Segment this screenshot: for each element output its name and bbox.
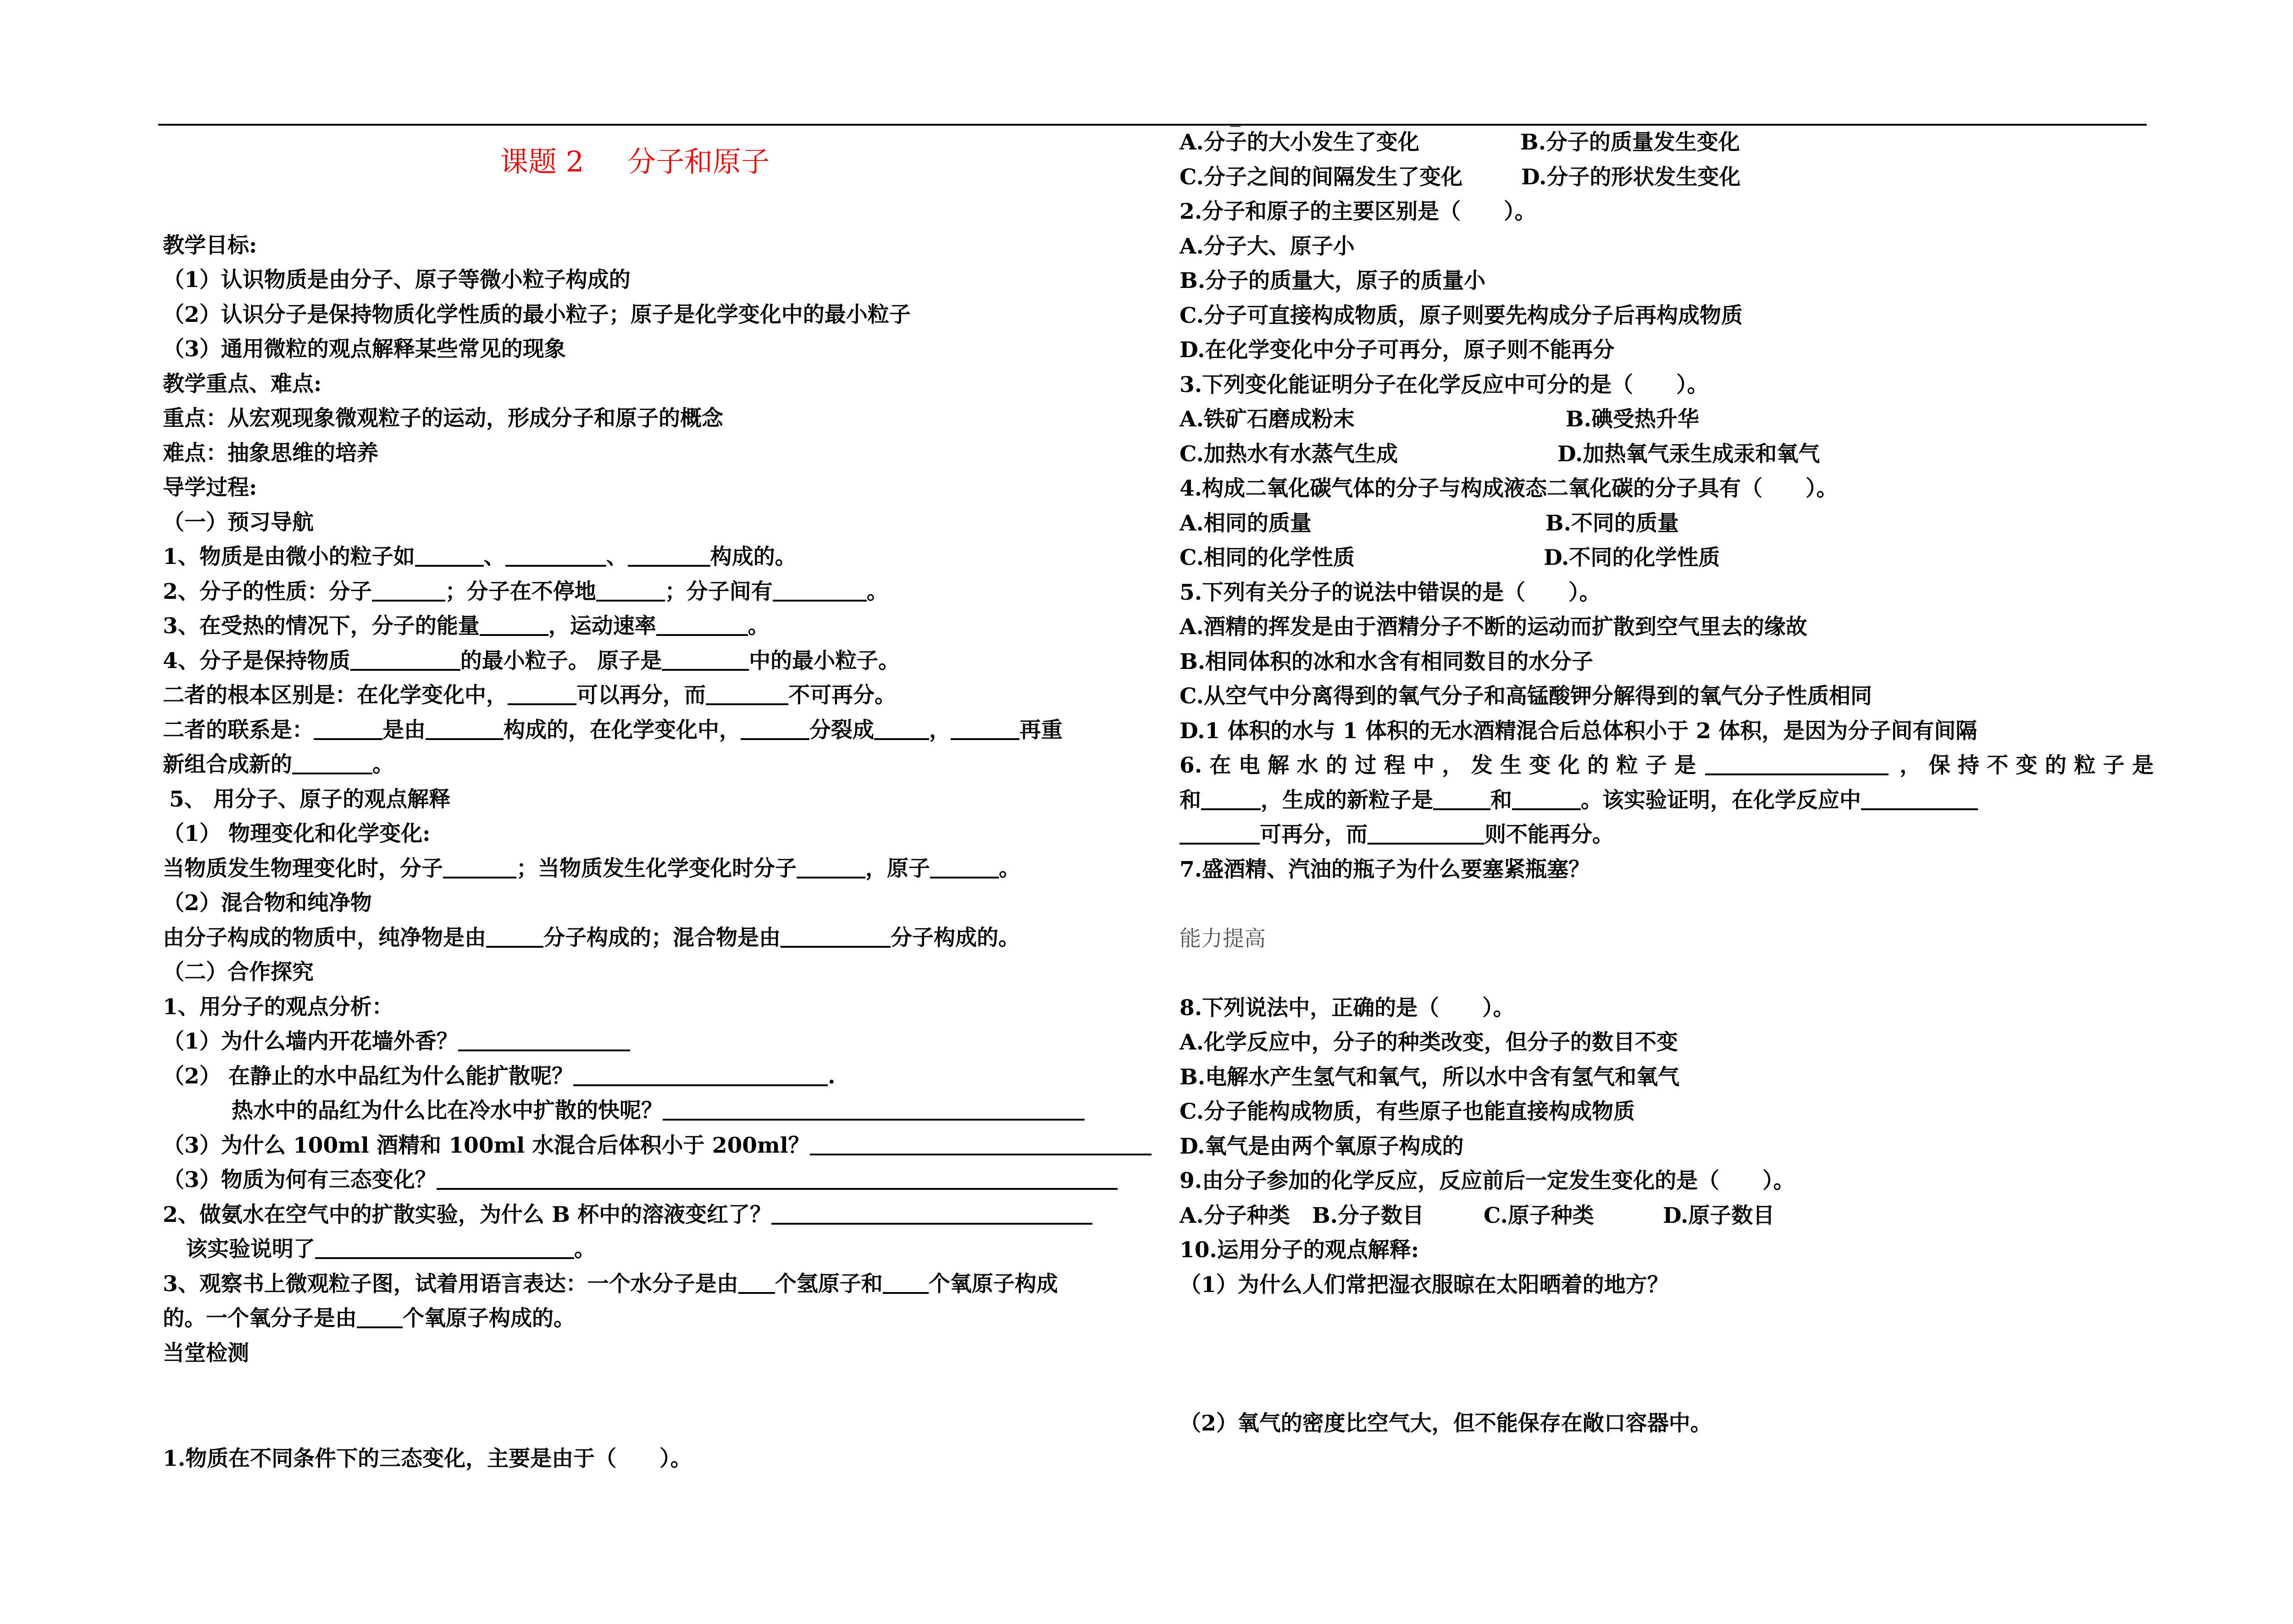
blank [706,683,788,705]
test-4-cd: C.相同的化学性质 D.不同的化学性质 [1180,545,1720,570]
test-5-d: D.1 体积的水与 1 体积的无水酒精混合后总体积小于 2 体积，是因为分子间有间隔 [1180,718,1977,744]
goal-1: （1）认识物质是由分子、原子等微小粒子构成的 [163,267,631,293]
test-1-ab: A.分子的大小发生了变化 B.分子的质量发生变化 [1180,130,1740,155]
question-5-2: （2）混合物和纯净物 [163,890,372,916]
blank [874,718,929,740]
test-6: 6. 在 电 解 水 的 过 程 中 ， 发 生 变 化 的 粒 子 是 ， 保 持 不 变 的 粒 子 是 [1180,753,2154,778]
test-2-a: A.分子大、原子小 [1180,234,1355,259]
blank [508,683,576,705]
test-label: 当堂检测 [163,1341,249,1366]
question-5-2-text: 由分子构成的物质中，纯净物是由 分子构成的；混合物是由 分子构成的。 [163,925,1020,950]
blank [738,1272,775,1294]
question-3: 3、在受热的情况下，分子的能量 ，运动速率 。 [163,613,770,639]
blank [458,1029,630,1051]
test-5: 5.下列有关分子的说法中错误的是（ ）。 [1180,580,1601,605]
blank [315,1237,574,1259]
blank [741,718,809,740]
test-2: 2.分子和原子的主要区别是（ ）。 [1180,199,1536,224]
key-point: 重点：从宏观现象微观粒子的运动，形成分子和原子的概念 [163,406,723,431]
test-5-b: B.相同体积的冰和水含有相同数目的水分子 [1180,649,1594,674]
test-5-c: C.从空气中分离得到的氧气分子和高锰酸钾分解得到的氧气分子性质相同 [1180,684,1872,709]
explore-2b: 该实验说明了 。 [186,1237,596,1262]
explore-1-2: （2） 在静止的水中品红为什么能扩散呢？ . [163,1064,836,1089]
test-5-a: A.酒精的挥发是由于酒精分子不断的运动而扩散到空气里去的缘故 [1180,614,1807,640]
blank [771,1203,1092,1225]
question-5-1: （1） 物理变化和化学变化: [163,821,431,846]
blank [930,856,999,878]
blank [443,856,516,878]
explore-1-2b: 热水中的品红为什么比在冷水中扩散的快呢？ [232,1098,1085,1124]
explore-1: 1、用分子的观点分析： [163,994,393,1020]
blank [1368,823,1484,845]
page-title: 课题 2 分子和原子 [500,145,770,178]
blank [486,926,543,948]
test-10-1: （1）为什么人们常把湿衣服晾在太阳晒着的地方？ [1180,1272,1669,1298]
blank [314,718,382,740]
test-9: 9.由分子参加的化学反应，反应前后一定发生变化的是（ ）。 [1180,1168,1795,1193]
question-5: 5、 用分子、原子的观点解释 [169,787,451,812]
test-1: 1.物质在不同条件下的三态变化，主要是由于（ ）。 [163,1446,692,1471]
question-5-1-text: 当物质发生物理变化时，分子 ；当物质发生化学变化时分子 ，原子 。 [163,856,1020,881]
explore-1-3: （3）为什么 100ml 酒精和 100ml 水混合后体积小于 200ml？ [163,1133,1152,1159]
blank [357,1306,403,1328]
blank [773,580,867,602]
blank [663,1099,1085,1121]
test-8-b: B.电解水产生氢气和氧气，所以水中含有氢气和氧气 [1180,1065,1680,1090]
goal-3: （3）通用微粒的观点解释某些常见的现象 [163,337,566,362]
blank [415,545,484,567]
question-4-difference: 二者的根本区别是：在化学变化中， 可以再分，而 不可再分。 [163,683,896,708]
blank [797,856,865,878]
test-7: 7.盛酒精、汽油的瓶子为什么要塞紧瓶塞？ [1180,857,1590,882]
blank [1433,788,1490,810]
blank [292,752,372,774]
difficulty: 难点：抽象思维的培养 [163,441,378,466]
goal-2: （2）认识分子是保持物质化学性质的最小粒子；原子是化学变化中的最小粒子 [163,302,911,327]
blank [350,649,460,671]
explore-3: 3、观察书上微观粒子图，试着用语言表达：一个水分子是由 个氢原子和 个氧原子构成 [163,1271,1058,1297]
section-explore: （二）合作探究 [163,960,314,985]
test-9-options: A.分子种类 B.分子数目 C.原子种类 D.原子数目 [1180,1203,1775,1228]
blank [1705,753,1889,775]
blank [372,580,445,602]
blank [781,926,891,948]
test-10: 10.运用分子的观点解释: [1180,1237,1419,1263]
test-3: 3.下列变化能证明分子在化学反应中可分的是（ ）。 [1180,372,1709,398]
blank [810,1133,1152,1155]
explore-1-4: （3）物质为何有三态变化？ [163,1167,1118,1193]
blank [596,580,665,602]
blank [662,649,749,671]
goals-label: 教学目标: [163,233,257,258]
header-rule [158,124,2147,126]
test-3-ab: A.铁矿石磨成粉末 B.碘受热升华 [1180,407,1699,432]
test-6-cont2: 可再分，而 则不能再分。 [1180,822,1614,848]
blank [1201,788,1261,810]
test-8-c: C.分子能构成物质，有些原子也能直接构成物质 [1180,1099,1635,1124]
test-2-d: D.在化学变化中分子可再分，原子则不能再分 [1180,337,1615,363]
blank [628,545,710,567]
test-1-cd: C.分子之间的间隔发生了变化 D.分子的形状发生变化 [1180,165,1741,190]
blank [573,1064,828,1086]
ability-label: 能力提高 [1180,926,1266,951]
test-6-cont: 和 ，生成的新粒子是 和 。该实验证明，在化学反应中 [1180,788,1978,813]
key-label: 教学重点、难点: [163,371,322,397]
explore-3b: 的。一个氧分子是由 个氧原子构成的。 [163,1306,575,1331]
blank [426,718,504,740]
process-label: 导学过程: [163,475,257,500]
test-8-d: D.氧气是由两个氧原子构成的 [1180,1134,1464,1159]
explore-1-1: （1）为什么墙内开花墙外香？ [163,1029,630,1055]
test-3-cd: C.加热水有水蒸气生成 D.加热氧气汞生成汞和氧气 [1180,442,1820,467]
question-1: 1、物质是由微小的粒子如 、 、 构成的。 [163,544,797,569]
question-2: 2、分子的性质：分子 ；分子在不停地 ；分子间有 。 [163,579,888,604]
blank [480,614,548,636]
blank [1861,788,1978,810]
test-10-2: （2）氧气的密度比空气大，但不能保存在敞口容器中。 [1180,1411,1712,1436]
question-4: 4、分子是保持物质 的最小粒子。 原子是 中的最小粒子。 [163,648,900,674]
blank [437,1168,1118,1190]
test-2-c: C.分子可直接构成物质，原子则要先构成分子后再构成物质 [1180,303,1743,328]
blank [883,1272,929,1294]
blank [505,545,606,567]
blank [656,614,748,636]
question-4-relation: 二者的联系是： 是由 构成的，在化学变化中， 分裂成 ， 再重 [163,718,1063,743]
test-4: 4.构成二氧化碳气体的分子与构成液态二氧化碳的分子具有（ ）。 [1180,476,1838,501]
blank [1180,823,1260,845]
test-8: 8.下列说法中，正确的是（ ）。 [1180,995,1515,1021]
blank [1512,788,1581,810]
test-4-ab: A.相同的质量 B.不同的质量 [1180,511,1679,536]
section-preview: （一）预习导航 [163,510,314,535]
explore-2: 2、做氨水在空气中的扩散实验，为什么 B 杯中的溶液变红了？ [163,1202,1092,1228]
test-8-a: A.化学反应中，分子的种类改变，但分子的数目不变 [1180,1030,1678,1055]
header-mark: _ [1230,104,1241,127]
question-4-relation-cont: 新组合成新的 。 [163,752,394,777]
test-2-b: B.分子的质量大，原子的质量小 [1180,268,1486,293]
blank [951,718,1019,740]
